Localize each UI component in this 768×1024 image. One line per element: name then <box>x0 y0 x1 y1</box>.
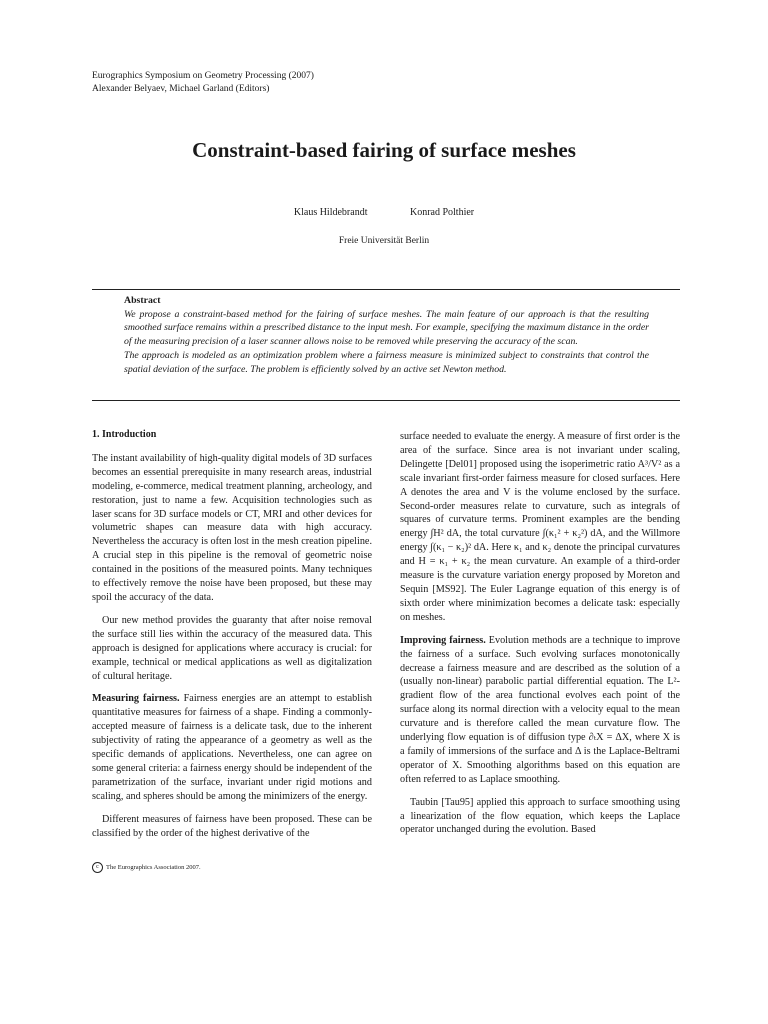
author-list <box>0 207 768 218</box>
editors-line: Alexander Belyaev, Michael Garland (Editors) <box>92 83 270 94</box>
affiliation: Freie Universität Berlin <box>338 236 430 246</box>
paragraph-heading: Improving fairness. <box>400 634 486 646</box>
paper-title: Constraint-based fairing of surface meshes <box>192 138 576 162</box>
abstract-block <box>124 294 649 376</box>
abstract-heading: Abstract <box>124 295 161 306</box>
body-paragraph: Taubin [Tau95] applied this approach to surface smoothing using a linearization of the flow equation, which keeps the Laplace operator unchanged during the evolution. Based <box>400 796 680 836</box>
conference-line: Eurographics Symposium on Geometry Processing (2007) <box>92 71 314 81</box>
body-paragraph: surface needed to evaluate the energy. A measure of first order is the area of the surface. Since area is not invariant under scaling, Delingette [Del01] proposed using the isoperimetric ratio A³/V² as a scale invariant first-order fairness measure for closed surfaces. Here A denotes the area and V is the volume enclosed by the surface. Second-order measures relate to curvature, such as integrals of squares of curvature terms. Prominent examples are the bending energy ∫H² dA, the total curvature ∫(κ₁² + κ₂²) dA, and the Willmore energy ∫(κ₁ − κ₂)² dA. Here κ₁ and κ₂ denote the principal curvatures and H = κ₁ + κ₂ the mean curvature. An example of a third-order measure is the curvature variation energy proposed by Moreton and Sequin [MS92]. The Euler Lagrange equation of this energy is of sixth order where minimization becomes a delicate task: especially on meshes. <box>400 431 680 623</box>
conference-header <box>92 70 314 95</box>
abstract-top-rule <box>92 289 680 290</box>
copyright-icon: c <box>92 862 103 873</box>
body-paragraph <box>92 692 372 803</box>
copyright-text: The Eurographics Association 2007. <box>106 863 201 871</box>
body-paragraph: The instant availability of high-quality digital models of 3D surfaces becomes an essential prerequisite in many research areas, industrial modeling, e-commerce, medical treatment planning, archeology, and restoration, just to name a few. Acquisition technologies such as laser scans for 3D surface models or CT, MRI and other devices for volumetric shapes can measure data with high accuracy. Nevertheless the accuracy is often lost in the mesh creation pipeline. A crucial step in this pipeline is the removal of geometric noise contained in the positions of the measured points. Many techniques to effectively remove the noise have been proposed, but these may spoil the accuracy of the data. <box>92 452 372 603</box>
section-heading: 1. Introduction <box>92 429 157 440</box>
body-paragraph: Different measures of fairness have been proposed. These can be classified by the order of the highest derivative of the <box>92 813 372 839</box>
paragraph-text: Evolution methods are a technique to improve the fairness of a surface. Such evolving surfaces monotonically decrease a fairness measure and are described as the solution of a (usually non-linear) parabolic partial differential equation. The L²-gradient flow of the area functional evolves each point of the surface along its normal direction with a velocity equal to the mean curvature and is therefore called the mean curvature flow. The underlying flow equation is of diffusion type ∂ₜX = ΔX, where X is a family of immersions of the surface and Δ is the Laplace-Beltrami operator of X. Smoothing algorithms based on this equation are often referred to as Laplace smoothing. <box>400 634 680 785</box>
abstract-bottom-rule <box>92 400 680 401</box>
abstract-paragraph: The approach is modeled as an optimization problem where a fairness measure is minimized subject to constraints that control the spatial deviation of the surface. The problem is efficiently solved by an active set Newton method. <box>124 349 649 375</box>
left-column <box>92 428 372 849</box>
paragraph-text: Fairness energies are an attempt to establish quantitative measures for fairness of a shape. Finding a commonly-accepted measure of fairness is a delicate task, due to the inherent subjectivity of rating the appearance of a geometry as well as the specific demands of applications. Nevertheless, one can agree on some general criteria: a fairness energy should be independent of the parametrization of the surface, invariant under rigid motions and scaling, and spheres should be among the minimizers of the energy. <box>92 693 372 802</box>
author-name: Konrad Polthier <box>409 207 475 218</box>
author-name: Klaus Hildebrandt <box>293 207 368 218</box>
abstract-paragraph: We propose a constraint-based method for the fairing of surface meshes. The main feature of our approach is that the resulting smoothed surface remains within a prescribed distance to the input mesh. For example, specifying the maximum distance in the order of the measuring precision of a laser scanner allows noise to be removed while preserving the accuracy of the scan. <box>124 308 649 348</box>
body-paragraph: Our new method provides the guaranty that after noise removal the surface still lies within the accuracy of the measured data. This approach is designed for applications where accuracy is crucial: for example, technical or medical applications as well as digitalization of cultural heritage. <box>92 614 372 682</box>
paragraph-heading: Measuring fairness. <box>92 693 180 705</box>
copyright-footer <box>92 862 201 873</box>
body-paragraph <box>400 634 680 787</box>
right-column <box>400 430 680 846</box>
